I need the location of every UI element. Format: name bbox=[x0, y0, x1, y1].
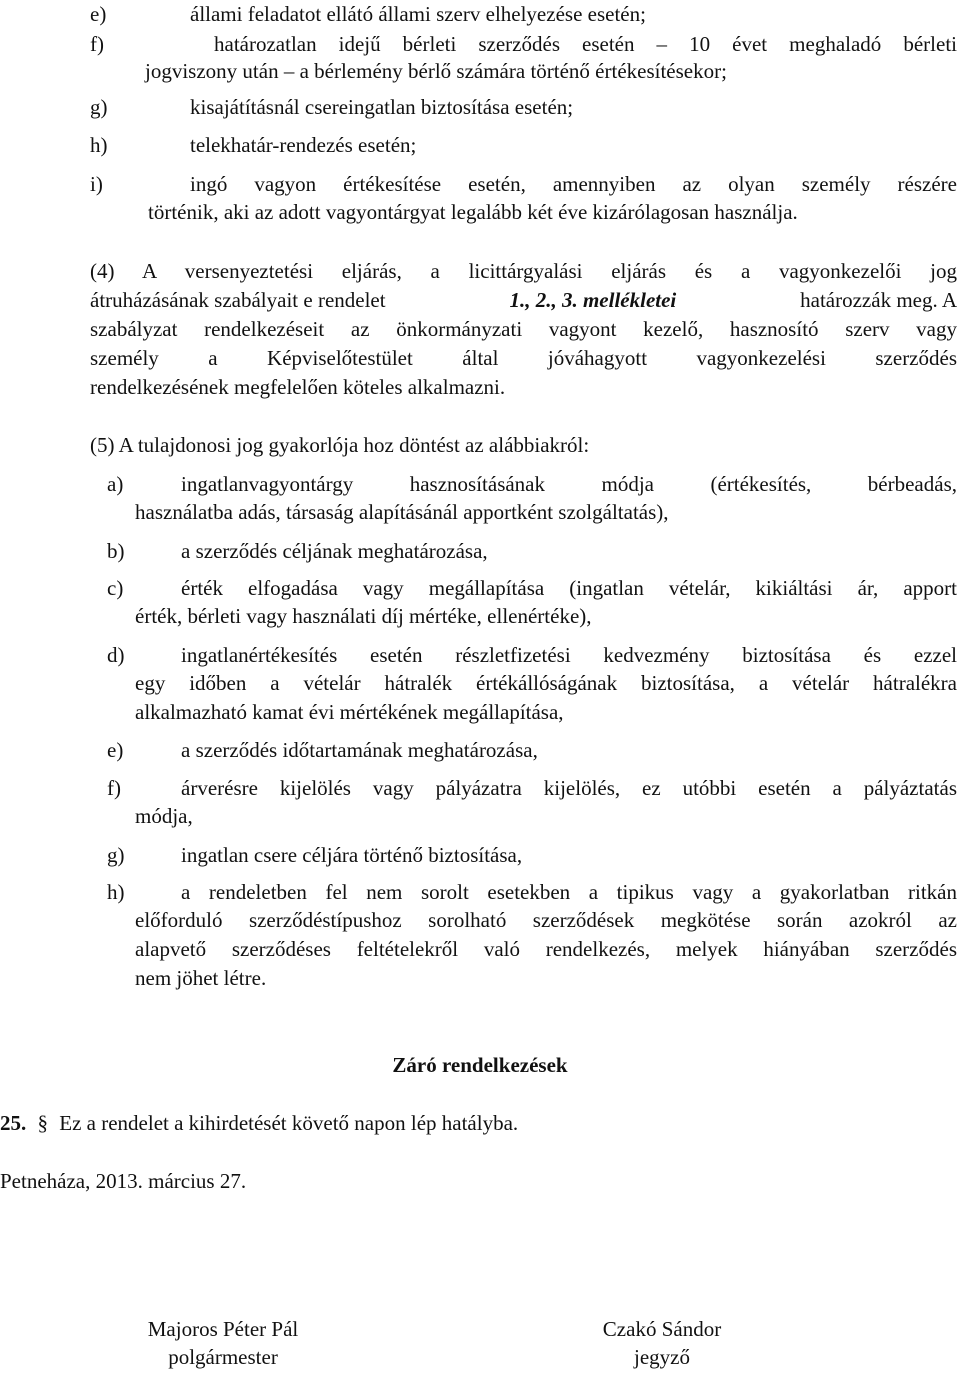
signatory-name: Majoros Péter Pál bbox=[147, 1317, 299, 1341]
section-sign: § bbox=[37, 1111, 48, 1135]
signature-mayor bbox=[118, 1315, 328, 1372]
item-text: alapvető szerződéses feltételekről való rendelkezés, melyek hiányában szerződés bbox=[135, 937, 957, 961]
paragraph-line: (4) A versenyeztetési eljárás, a licittárgyalási eljárás és a vagyonkezelői jog bbox=[90, 259, 957, 283]
paragraph-text: átruházásának szabályait e rendelet bbox=[90, 288, 386, 312]
annex-reference: 1., 2., 3. mellékletei bbox=[509, 288, 677, 312]
signatory-title: polgármester bbox=[168, 1345, 278, 1370]
item-text: kisajátításnál csereingatlan biztosítása esetén; bbox=[190, 95, 574, 119]
section-heading: Záró rendelkezések bbox=[392, 1053, 568, 1077]
paragraph-line: személy a Képviselőtestület által jóváhagyott vagyonkezelési szerződés bbox=[90, 346, 957, 370]
item-text: határozatlan idejű bérleti szerződés esetén – 10 évet meghaladó bérleti bbox=[214, 32, 957, 56]
signatory-name: Czakó Sándor bbox=[602, 1317, 722, 1341]
item-label: b) bbox=[107, 539, 125, 563]
paragraph-intro: (5) A tulajdonosi jog gyakorlója hoz döntést az alábbiakról: bbox=[90, 433, 590, 457]
item-text: a szerződés céljának meghatározása, bbox=[181, 539, 488, 563]
section-number: 25. bbox=[0, 1111, 27, 1135]
item-text: a rendeletben fel nem sorolt esetekben a tipikus vagy a gyakorlatban ritkán bbox=[181, 880, 957, 904]
item-text: előforduló szerződéstípushoz sorolható szerződések megkötése során azokról az bbox=[135, 908, 957, 932]
item-text: árverésre kijelölés vagy pályázatra kijelölés, ez utóbbi esetén a pályáztatás bbox=[181, 776, 957, 800]
item-text: használatba adás, társaság alapításánál apportként szolgáltatás), bbox=[135, 500, 669, 524]
item-text: alkalmazható kamat évi mértékének megállapítása, bbox=[135, 700, 564, 724]
item-label: g) bbox=[90, 95, 108, 119]
item-text: történik, aki az adott vagyontárgyat legalább két éve kizárólagosan használja. bbox=[148, 200, 798, 224]
paragraph-line: rendelkezésének megfelelően köteles alkalmazni. bbox=[90, 375, 506, 399]
item-label: f) bbox=[90, 32, 104, 56]
item-text: ingatlanértékesítés esetén részletfizetési kedvezmény biztosítása és ezzel bbox=[181, 643, 957, 667]
item-text: ingó vagyon értékesítése esetén, amennyiben az olyan személy részére bbox=[190, 172, 957, 196]
item-text: jogviszony után – a bérlemény bérlő számára történő értékesítésekor; bbox=[145, 59, 727, 83]
item-text: nem jöhet létre. bbox=[135, 966, 267, 990]
item-text: állami feladatot ellátó állami szerv elhelyezése esetén; bbox=[190, 2, 646, 26]
item-label: c) bbox=[107, 576, 124, 600]
item-label: e) bbox=[107, 738, 124, 762]
section-25 bbox=[0, 1111, 518, 1136]
item-label: f) bbox=[107, 776, 121, 800]
signature-notary bbox=[572, 1315, 752, 1372]
item-text: módja, bbox=[135, 804, 193, 828]
item-label: a) bbox=[107, 472, 124, 496]
item-text: egy időben a vételár hátralék értékállóságának biztosítása, a vételár hátralékra bbox=[135, 671, 957, 695]
paragraph-line bbox=[90, 288, 957, 313]
item-label: i) bbox=[90, 172, 103, 196]
item-text: telekhatár-rendezés esetén; bbox=[190, 133, 417, 157]
item-text: a szerződés időtartamának meghatározása, bbox=[181, 738, 538, 762]
paragraph-text: határozzák meg. A bbox=[800, 288, 957, 312]
item-label: d) bbox=[107, 643, 125, 667]
item-text: ingatlan csere céljára történő biztosítása, bbox=[181, 843, 523, 867]
item-label: e) bbox=[90, 2, 107, 26]
item-text: érték, bérleti vagy használati díj mértéke, ellenértéke), bbox=[135, 604, 592, 628]
item-label: g) bbox=[107, 843, 125, 867]
item-label: h) bbox=[107, 880, 125, 904]
paragraph-line: szabályzat rendelkezéseit az önkormányzati vagyont kezelő, hasznosító szerv vagy bbox=[90, 317, 957, 341]
item-label: h) bbox=[90, 133, 108, 157]
item-text: érték elfogadása vagy megállapítása (ingatlan vételár, kikiáltási ár, apport bbox=[181, 576, 957, 600]
section-text: Ez a rendelet a kihirdetését követő napon lép hatályba. bbox=[59, 1111, 519, 1135]
place-date: Petneháza, 2013. március 27. bbox=[0, 1169, 247, 1193]
item-text: ingatlanvagyontárgy hasznosításának módja (értékesítés, bérbeadás, bbox=[181, 472, 957, 496]
signatory-title: jegyző bbox=[634, 1345, 690, 1370]
